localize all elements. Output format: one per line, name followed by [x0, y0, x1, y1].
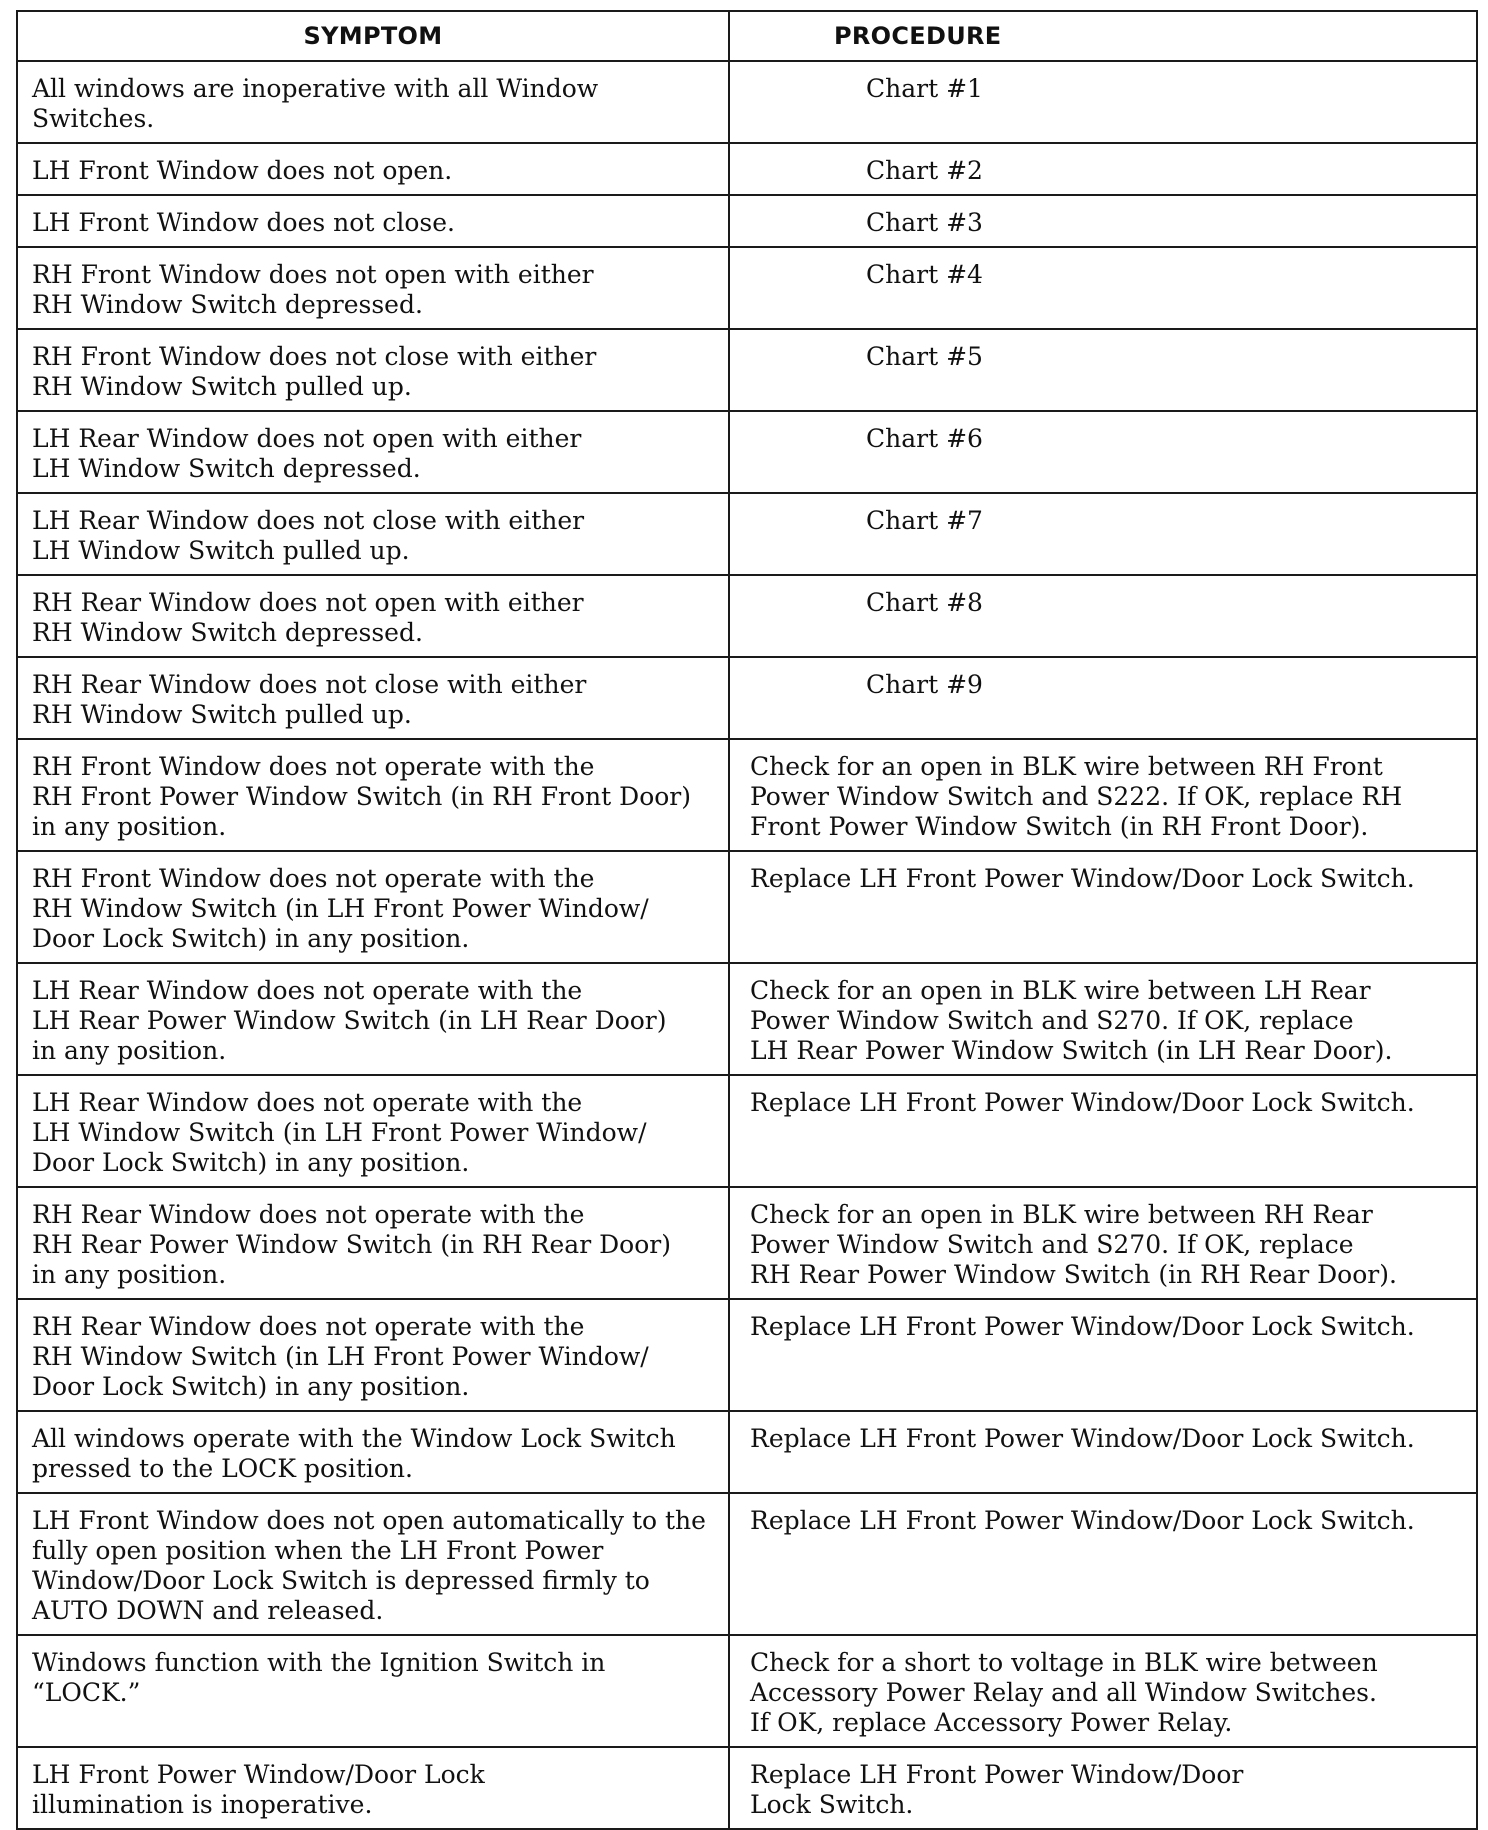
- chart-reference: Chart #4: [866, 260, 983, 289]
- troubleshooting-table: [16, 10, 1478, 1830]
- chart-reference: Chart #2: [866, 156, 983, 185]
- table-row: [17, 143, 1477, 195]
- procedure-text: Replace LH Front Power Window/Door Lock Switch.: [750, 1760, 1244, 1819]
- symptom-cell: [17, 739, 729, 851]
- symptom-cell: [17, 575, 729, 657]
- symptom-cell: [17, 851, 729, 963]
- procedure-cell: [729, 493, 1477, 575]
- symptom-cell: [17, 493, 729, 575]
- symptom-cell: [17, 247, 729, 329]
- symptom-text: RH Front Window does not operate with the RH Window Switch (in LH Front Power Window/ Door Lock Switch) in any position.: [32, 864, 649, 953]
- symptom-text: LH Front Window does not close.: [32, 208, 455, 237]
- procedure-cell: [729, 1187, 1477, 1299]
- chart-reference: Chart #5: [866, 342, 983, 371]
- chart-reference: Chart #1: [866, 74, 983, 103]
- table-row: [17, 61, 1477, 143]
- symptom-text: All windows are inoperative with all Window Switches.: [32, 74, 599, 133]
- symptom-text: LH Rear Window does not operate with the LH Window Switch (in LH Front Power Window/ Door Lock Switch) in any position.: [32, 1088, 647, 1177]
- procedure-cell: [729, 411, 1477, 493]
- procedure-cell: [729, 1747, 1477, 1829]
- procedure-text: Replace LH Front Power Window/Door Lock Switch.: [750, 1088, 1415, 1117]
- procedure-cell: [729, 963, 1477, 1075]
- symptom-cell: [17, 195, 729, 247]
- header-row: [17, 11, 1477, 61]
- symptom-cell: [17, 143, 729, 195]
- symptom-cell: [17, 1075, 729, 1187]
- procedure-cell: [729, 61, 1477, 143]
- procedure-cell: [729, 195, 1477, 247]
- procedure-cell: [729, 1075, 1477, 1187]
- symptom-text: LH Rear Window does not operate with the LH Rear Power Window Switch (in LH Rear Door) in any position.: [32, 976, 667, 1065]
- procedure-cell: [729, 1493, 1477, 1635]
- symptom-cell: [17, 657, 729, 739]
- symptom-text: RH Rear Window does not operate with the RH Window Switch (in LH Front Power Window/ Door Lock Switch) in any position.: [32, 1312, 649, 1401]
- procedure-cell: [729, 1299, 1477, 1411]
- symptom-text: LH Rear Window does not close with either LH Window Switch pulled up.: [32, 506, 585, 565]
- symptom-text: LH Front Power Window/Door Lock illumination is inoperative.: [32, 1760, 485, 1819]
- symptom-text: RH Front Window does not open with either RH Window Switch depressed.: [32, 260, 594, 319]
- procedure-text: Check for a short to voltage in BLK wire between Accessory Power Relay and all Window Switches. If OK, replace Accessory Power Relay.: [750, 1648, 1378, 1737]
- table-row: [17, 1075, 1477, 1187]
- symptom-cell: [17, 1493, 729, 1635]
- table-row: [17, 1411, 1477, 1493]
- symptom-text: All windows operate with the Window Lock Switch pressed to the LOCK position.: [32, 1424, 676, 1483]
- table-row: [17, 493, 1477, 575]
- chart-reference: Chart #3: [866, 208, 983, 237]
- symptom-cell: [17, 1187, 729, 1299]
- procedure-text: Replace LH Front Power Window/Door Lock Switch.: [750, 1506, 1415, 1535]
- symptom-cell: [17, 1635, 729, 1747]
- symptom-text: RH Front Window does not operate with the RH Front Power Window Switch (in RH Front Door) in any position.: [32, 752, 691, 841]
- procedure-text: Replace LH Front Power Window/Door Lock Switch.: [750, 1424, 1415, 1453]
- procedure-cell: [729, 575, 1477, 657]
- table-row: [17, 963, 1477, 1075]
- symptom-text: RH Rear Window does not open with either RH Window Switch depressed.: [32, 588, 584, 647]
- table-body: [17, 61, 1477, 1829]
- symptom-cell: [17, 963, 729, 1075]
- table-row: [17, 1747, 1477, 1829]
- procedure-cell: [729, 247, 1477, 329]
- procedure-text: Replace LH Front Power Window/Door Lock Switch.: [750, 1312, 1415, 1341]
- symptom-text: LH Rear Window does not open with either LH Window Switch depressed.: [32, 424, 582, 483]
- chart-reference: Chart #9: [866, 670, 983, 699]
- procedure-cell: [729, 657, 1477, 739]
- table-row: [17, 1299, 1477, 1411]
- table-row: [17, 657, 1477, 739]
- procedure-column-header: PROCEDURE: [729, 11, 1477, 61]
- table-row: [17, 195, 1477, 247]
- procedure-cell: [729, 143, 1477, 195]
- procedure-cell: [729, 1411, 1477, 1493]
- chart-reference: Chart #6: [866, 424, 983, 453]
- procedure-text: Check for an open in BLK wire between LH Rear Power Window Switch and S270. If OK, replace LH Rear Power Window Switch (in LH Rear Door).: [750, 976, 1393, 1065]
- procedure-text: Check for an open in BLK wire between RH Rear Power Window Switch and S270. If OK, replace RH Rear Power Window Switch (in RH Rear Door).: [750, 1200, 1397, 1289]
- chart-reference: Chart #8: [866, 588, 983, 617]
- symptom-text: RH Rear Window does not operate with the RH Rear Power Window Switch (in RH Rear Door) in any position.: [32, 1200, 671, 1289]
- table-row: [17, 329, 1477, 411]
- procedure-cell: [729, 739, 1477, 851]
- procedure-text: Replace LH Front Power Window/Door Lock Switch.: [750, 864, 1415, 893]
- procedure-cell: [729, 1635, 1477, 1747]
- procedure-cell: [729, 851, 1477, 963]
- symptom-cell: [17, 411, 729, 493]
- symptom-text: RH Rear Window does not close with either RH Window Switch pulled up.: [32, 670, 587, 729]
- table-row: [17, 247, 1477, 329]
- symptom-cell: [17, 1299, 729, 1411]
- symptom-column-header: SYMPTOM: [17, 11, 729, 61]
- procedure-cell: [729, 329, 1477, 411]
- symptom-cell: [17, 1747, 729, 1829]
- symptom-text: RH Front Window does not close with either RH Window Switch pulled up.: [32, 342, 597, 401]
- table-row: [17, 1493, 1477, 1635]
- symptom-text: LH Front Window does not open.: [32, 156, 453, 185]
- chart-reference: Chart #7: [866, 506, 983, 535]
- symptom-cell: [17, 1411, 729, 1493]
- symptom-text: Windows function with the Ignition Switch in “LOCK.”: [32, 1648, 606, 1707]
- symptom-text: LH Front Window does not open automatically to the fully open position when the LH Front Power Window/Door Lock Switch is depressed firmly to AUTO DOWN and released.: [32, 1506, 706, 1625]
- symptom-cell: [17, 329, 729, 411]
- table-row: [17, 411, 1477, 493]
- table-row: [17, 851, 1477, 963]
- symptom-cell: [17, 61, 729, 143]
- table-row: [17, 739, 1477, 851]
- procedure-text: Check for an open in BLK wire between RH Front Power Window Switch and S222. If OK, replace RH Front Power Window Switch (in RH Front Door).: [750, 752, 1403, 841]
- table-row: [17, 1187, 1477, 1299]
- table-row: [17, 575, 1477, 657]
- table-row: [17, 1635, 1477, 1747]
